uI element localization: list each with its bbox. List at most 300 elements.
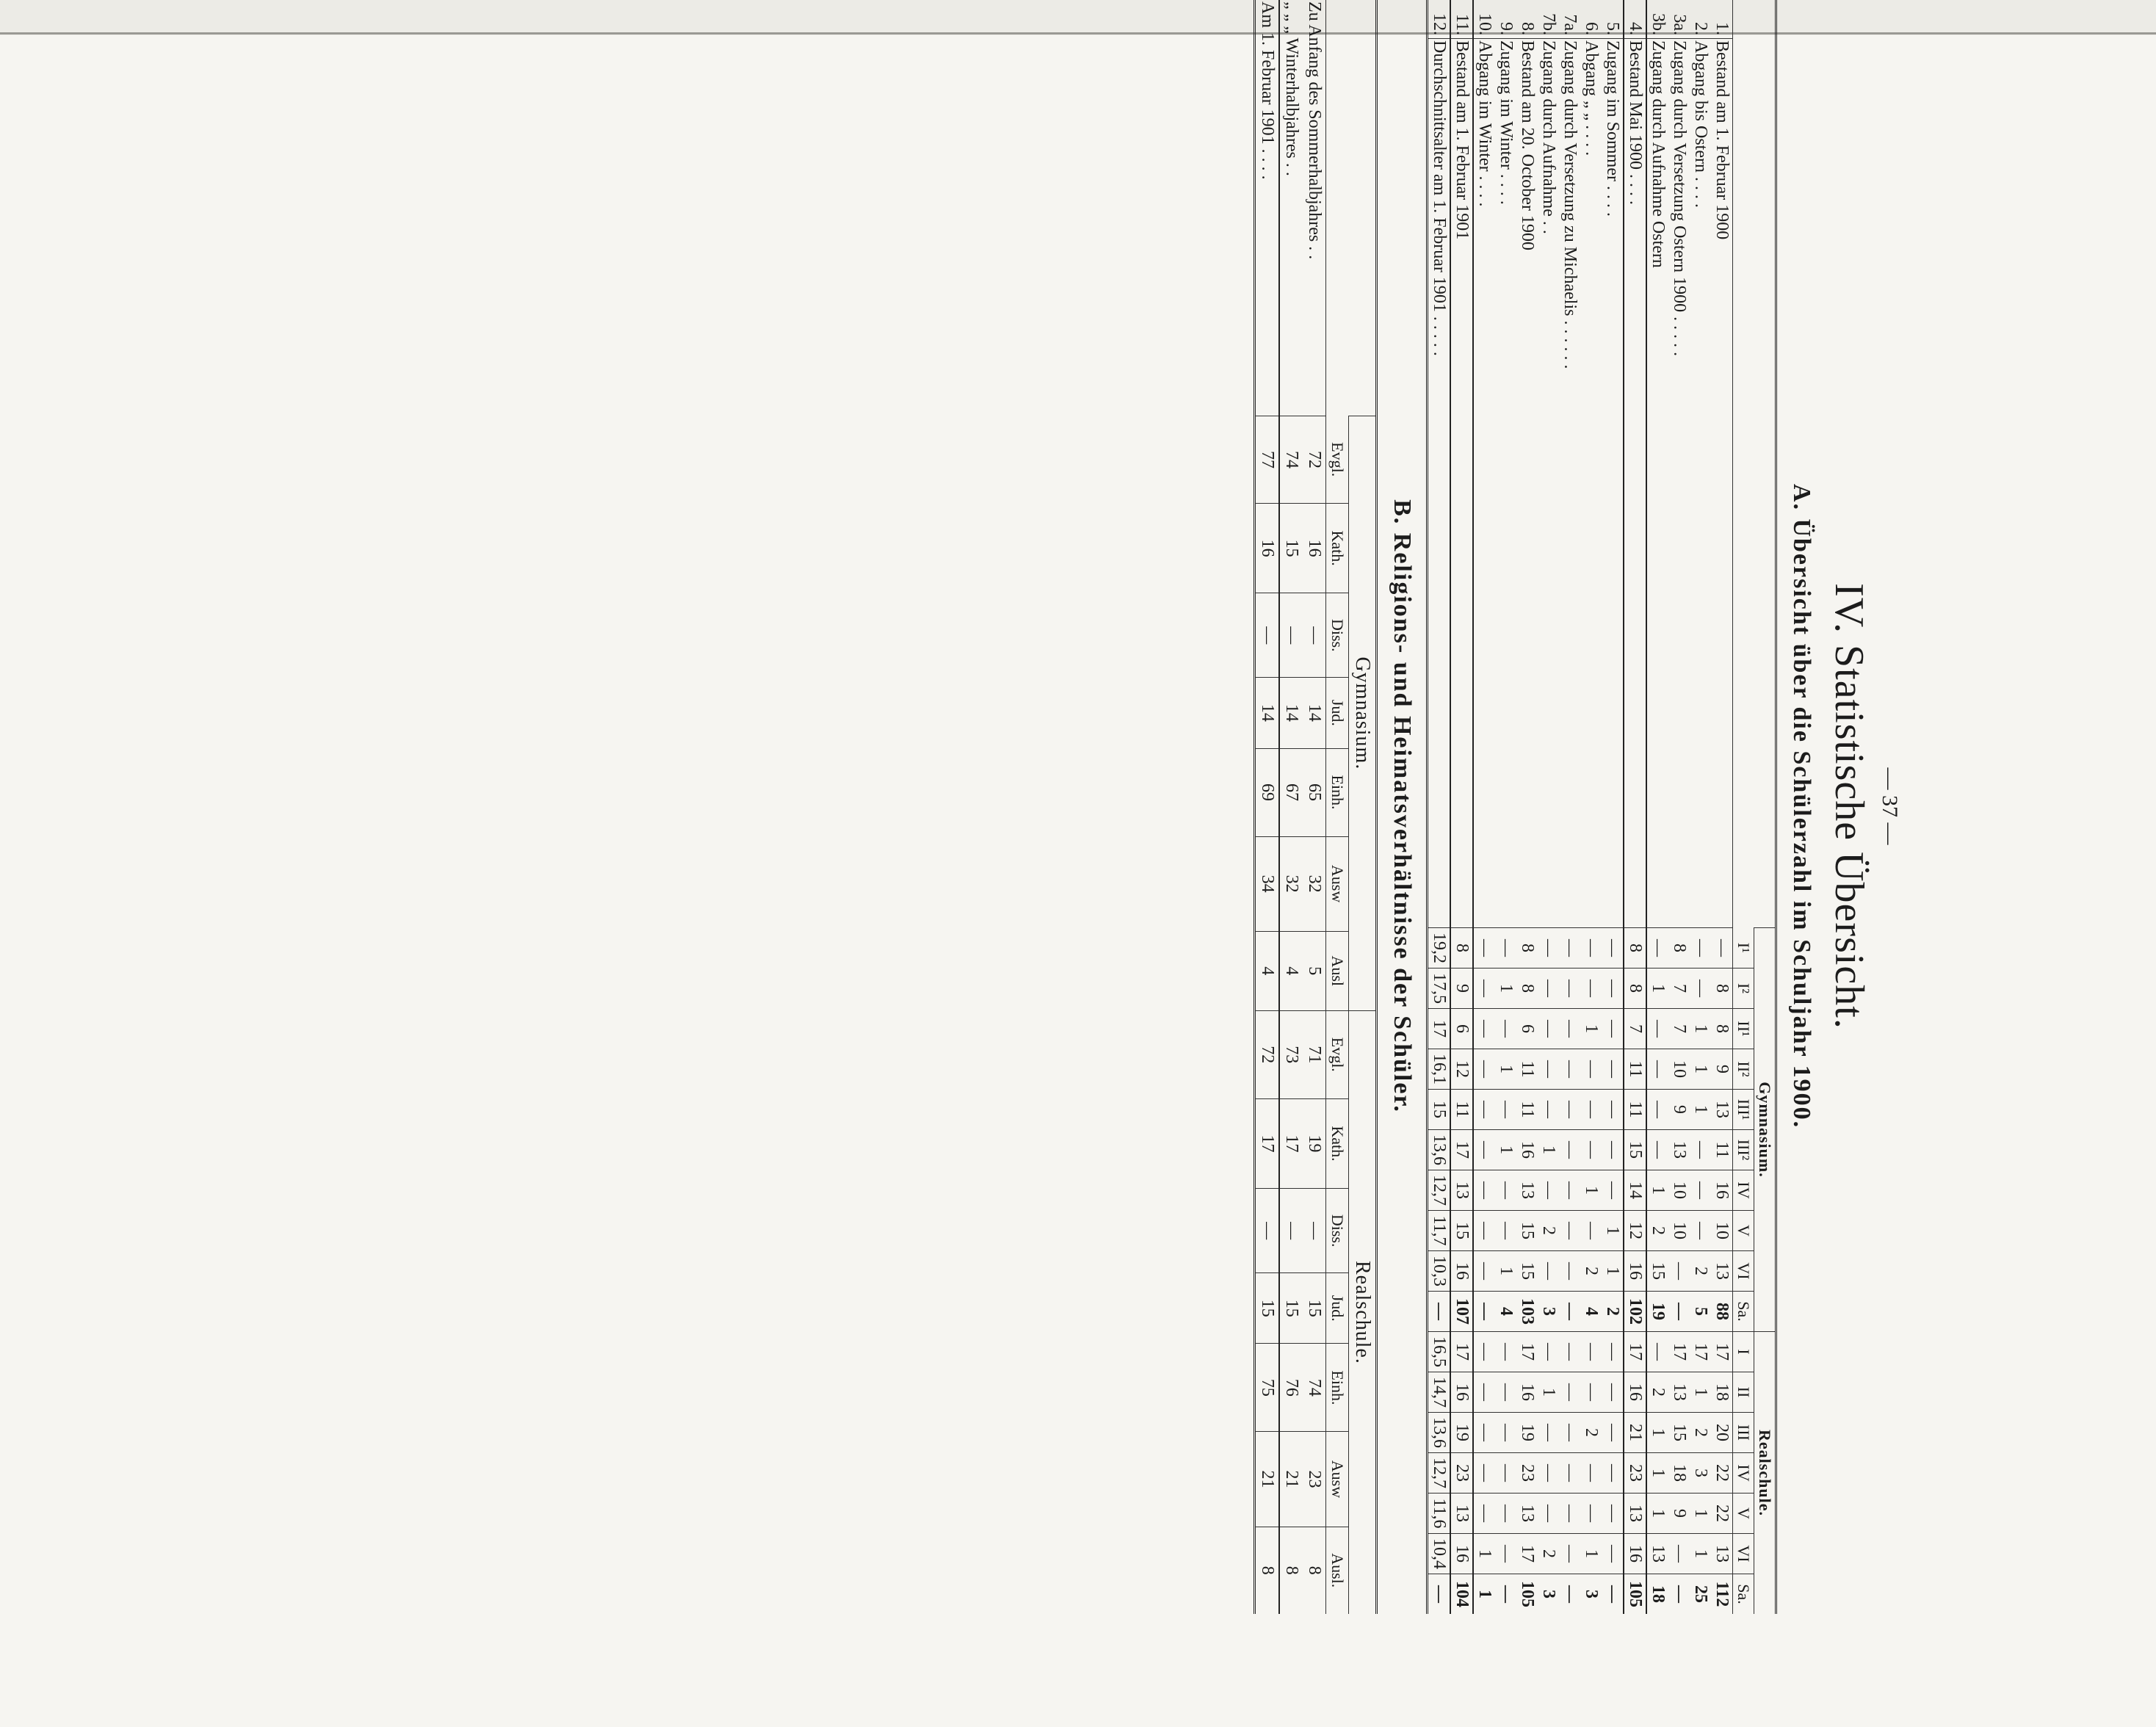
real-cell: 13 <box>1646 1534 1668 1574</box>
gym-cell: 16 <box>1711 1170 1733 1211</box>
real-cell: — <box>1580 1332 1602 1372</box>
table-row <box>1516 0 1538 1614</box>
gym-cell: 5 <box>1303 931 1326 1010</box>
real-cell: — <box>1473 1494 1495 1534</box>
real-cell: 23 <box>1303 1432 1326 1527</box>
row-label: Zugang durch Aufnahme Ostern <box>1646 39 1668 928</box>
real-cell: 1 <box>1646 1453 1668 1494</box>
gym-cell: 2 <box>1690 1251 1711 1292</box>
row-label: Abgang bis Ostern . . . . <box>1690 39 1711 928</box>
school-header-realschule: Realschule. <box>1349 1010 1377 1614</box>
gym-cell: — <box>1538 1090 1559 1130</box>
row-label: Zugang durch Versetzung Ostern 1900 . . . . . <box>1668 39 1690 928</box>
real-cell: — <box>1473 1453 1495 1494</box>
gym-cell: — <box>1559 1049 1580 1090</box>
real-cell: — <box>1495 1534 1516 1574</box>
real-cell: 15 <box>1255 1273 1280 1344</box>
real-cell: — <box>1538 1413 1559 1453</box>
gym-cell: 103 <box>1516 1292 1538 1332</box>
gym-cell: 15 <box>1624 1130 1646 1170</box>
page-title: IV. Statistische Übersicht. <box>1826 583 1872 1029</box>
row-label: Bestand am 1. Februar 1900 <box>1711 39 1733 928</box>
gym-cell: 13 <box>1516 1170 1538 1211</box>
gym-cell: 15 <box>1646 1251 1668 1292</box>
real-cell: 112 <box>1711 1574 1733 1615</box>
gym-column-header: III¹ <box>1733 1090 1754 1130</box>
real-cell: 15 <box>1279 1273 1303 1344</box>
real-cell: — <box>1495 1372 1516 1413</box>
gym-column-header: II¹ <box>1733 1009 1754 1049</box>
gym-cell: — <box>1646 928 1668 969</box>
real-cell: 2 <box>1690 1413 1711 1453</box>
gym-cell: 8 <box>1711 969 1733 1009</box>
real-column-header: V <box>1733 1494 1754 1534</box>
gym-cell: 16 <box>1624 1251 1646 1292</box>
gym-cell: 16 <box>1303 503 1326 593</box>
gym-column-header: V <box>1733 1211 1754 1251</box>
real-cell: — <box>1602 1574 1624 1615</box>
gym-column-header: II² <box>1733 1049 1754 1090</box>
gym-cell: — <box>1559 1009 1580 1049</box>
gym-cell: 1 <box>1646 1170 1668 1211</box>
real-cell: — <box>1668 1534 1690 1574</box>
religion-origin-table <box>1254 0 1378 1614</box>
real-category-header: Ausw <box>1326 1432 1349 1527</box>
gym-cell: — <box>1538 1049 1559 1090</box>
gym-cell: 15 <box>1450 1211 1473 1251</box>
gym-cell: 9 <box>1668 1090 1690 1130</box>
gym-cell: — <box>1559 1211 1580 1251</box>
gym-cell: — <box>1646 1130 1668 1170</box>
gym-cell: — <box>1495 928 1516 969</box>
row-number: 9. <box>1497 22 1516 35</box>
gym-cell: — <box>1690 969 1711 1009</box>
real-cell: — <box>1538 1494 1559 1534</box>
real-cell: — <box>1559 1453 1580 1494</box>
gym-cell: — <box>1255 593 1280 678</box>
gym-cell: 19 <box>1646 1292 1668 1332</box>
table-row <box>1303 0 1326 1614</box>
real-cell: 25 <box>1690 1574 1711 1615</box>
row-label: „ „ „ Winterhalbjahres . . <box>1282 1 1301 176</box>
row-number: 5. <box>1603 22 1622 35</box>
table-row <box>1538 0 1559 1614</box>
label-column-header <box>1326 0 1377 416</box>
table-row <box>1450 0 1473 1614</box>
gym-cell: 5 <box>1690 1292 1711 1332</box>
gym-cell: 1 <box>1690 1009 1711 1049</box>
gym-cell: 10 <box>1668 1211 1690 1251</box>
gym-cell: — <box>1559 1130 1580 1170</box>
gym-cell: 11 <box>1516 1090 1538 1130</box>
real-cell: 15 <box>1668 1413 1690 1453</box>
section-a-title: A. Übersicht über die Schülerzahl im Schuljahr 1900. <box>1788 483 1815 1129</box>
gym-cell: 8 <box>1450 928 1473 969</box>
gym-cell: — <box>1602 1170 1624 1211</box>
row-label: Bestand Mai 1900 . . . . <box>1624 39 1646 928</box>
table-row <box>1495 0 1516 1614</box>
real-cell: 21 <box>1279 1432 1303 1527</box>
gym-cell: 17,5 <box>1428 969 1451 1009</box>
real-cell: 1 <box>1473 1574 1495 1615</box>
real-cell: — <box>1580 1453 1602 1494</box>
real-cell: — <box>1580 1372 1602 1413</box>
row-number: 3a. <box>1670 14 1689 35</box>
gym-cell: 1 <box>1602 1251 1624 1292</box>
section-b-title: B. Religions- und Heimatsverhältnisse der Schüler. <box>1389 499 1416 1113</box>
real-cell: 75 <box>1255 1344 1280 1432</box>
gym-cell: 16 <box>1255 503 1280 593</box>
real-cell: 16 <box>1624 1534 1646 1574</box>
gym-cell: 72 <box>1303 416 1326 504</box>
gym-cell: 8 <box>1516 969 1538 1009</box>
gym-cell: 77 <box>1255 416 1280 504</box>
gym-cell: — <box>1495 1170 1516 1211</box>
gym-column-header: I¹ <box>1733 928 1754 969</box>
gym-column-header: Sa. <box>1733 1292 1754 1332</box>
real-cell: 19 <box>1303 1098 1326 1189</box>
gym-cell: — <box>1559 1090 1580 1130</box>
real-cell: 2 <box>1538 1534 1559 1574</box>
gym-cell: 32 <box>1279 836 1303 931</box>
gym-cell: 8 <box>1516 928 1538 969</box>
gym-cell: 11 <box>1624 1090 1646 1130</box>
real-cell: 11,6 <box>1428 1494 1451 1534</box>
gym-category-header: Evgl. <box>1326 416 1349 504</box>
real-cell: 2 <box>1580 1413 1602 1453</box>
real-cell: — <box>1495 1453 1516 1494</box>
real-cell: 16 <box>1516 1372 1538 1413</box>
gym-category-header: Jud. <box>1326 678 1349 748</box>
real-cell: — <box>1602 1413 1624 1453</box>
gym-cell: 3 <box>1538 1292 1559 1332</box>
real-cell: 1 <box>1473 1534 1495 1574</box>
gym-cell: 4 <box>1255 931 1280 1010</box>
gym-cell: — <box>1580 928 1602 969</box>
gym-cell: 1 <box>1580 1009 1602 1049</box>
gym-cell: 13,6 <box>1428 1130 1451 1170</box>
row-label: Bestand am 1. Februar 1901 <box>1450 39 1473 928</box>
table-row <box>1279 0 1303 1614</box>
table-row <box>1428 0 1451 1614</box>
gym-cell: — <box>1559 1251 1580 1292</box>
real-cell: 23 <box>1516 1453 1538 1494</box>
gym-cell: — <box>1690 928 1711 969</box>
real-cell: 1 <box>1646 1413 1668 1453</box>
gym-cell: — <box>1602 928 1624 969</box>
real-cell: 23 <box>1450 1453 1473 1494</box>
real-cell: 16 <box>1450 1372 1473 1413</box>
gym-column-header: VI <box>1733 1251 1754 1292</box>
gym-cell: 13 <box>1450 1170 1473 1211</box>
row-label: Zu Anfang des Sommerhalbjahres . . <box>1305 1 1324 260</box>
real-cell: 1 <box>1580 1534 1602 1574</box>
gym-cell: — <box>1495 1211 1516 1251</box>
real-cell: — <box>1559 1494 1580 1534</box>
real-column-header: VI <box>1733 1534 1754 1574</box>
gym-cell: — <box>1473 1170 1495 1211</box>
gym-column-header: I² <box>1733 969 1754 1009</box>
gym-cell: — <box>1428 1292 1451 1332</box>
gym-cell: 8 <box>1624 928 1646 969</box>
gym-cell: 1 <box>1538 1130 1559 1170</box>
real-cell: 19 <box>1516 1413 1538 1453</box>
gym-cell: 14 <box>1624 1170 1646 1211</box>
gym-cell: — <box>1538 1251 1559 1292</box>
table-row <box>1711 0 1733 1614</box>
gym-cell: — <box>1538 969 1559 1009</box>
real-cell: — <box>1538 1453 1559 1494</box>
gym-cell: — <box>1580 1130 1602 1170</box>
gym-cell: 11,7 <box>1428 1211 1451 1251</box>
real-cell: 71 <box>1303 1010 1326 1098</box>
gym-cell: 1 <box>1495 1049 1516 1090</box>
gym-cell: — <box>1538 928 1559 969</box>
gym-cell: — <box>1559 1292 1580 1332</box>
gym-cell: — <box>1711 928 1733 969</box>
row-number: 8. <box>1518 22 1537 35</box>
gym-category-header: Einh. <box>1326 748 1349 836</box>
gym-cell: 2 <box>1538 1211 1559 1251</box>
row-number: 1. <box>1712 22 1732 35</box>
gym-cell: 6 <box>1450 1009 1473 1049</box>
real-column-header: IV <box>1733 1453 1754 1494</box>
real-cell: — <box>1559 1372 1580 1413</box>
gym-cell: 7 <box>1668 1009 1690 1049</box>
table-row <box>1602 0 1624 1614</box>
row-label: Am 1. Februar 1901 . . . . <box>1255 0 1280 416</box>
gym-cell: 4 <box>1279 931 1303 1010</box>
row-label: Zugang im Sommer . . . . <box>1602 39 1624 928</box>
real-cell: 15 <box>1303 1273 1326 1344</box>
real-cell: 9 <box>1668 1494 1690 1534</box>
real-cell: — <box>1495 1574 1516 1615</box>
gym-cell: — <box>1473 928 1495 969</box>
real-cell: — <box>1473 1332 1495 1372</box>
gym-cell: 8 <box>1668 928 1690 969</box>
gym-cell: — <box>1602 969 1624 1009</box>
gym-cell: 1 <box>1495 969 1516 1009</box>
gym-cell: 13 <box>1711 1090 1733 1130</box>
real-cell: 13 <box>1516 1494 1538 1534</box>
gym-cell: 12 <box>1624 1211 1646 1251</box>
gym-cell: — <box>1473 1211 1495 1251</box>
row-number: 2. <box>1691 22 1710 35</box>
real-cell: — <box>1495 1332 1516 1372</box>
row-label: Zugang im Winter . . . . <box>1495 39 1516 928</box>
gym-cell: 10 <box>1711 1211 1733 1251</box>
gym-cell: — <box>1602 1009 1624 1049</box>
gym-cell: 19,2 <box>1428 928 1451 969</box>
gym-category-header: Ausw <box>1326 836 1349 931</box>
gym-cell: — <box>1580 1049 1602 1090</box>
real-cell: 16,5 <box>1428 1332 1451 1372</box>
gym-cell: 7 <box>1668 969 1690 1009</box>
gym-cell: — <box>1646 1009 1668 1049</box>
real-cell: 22 <box>1711 1453 1733 1494</box>
real-cell: — <box>1473 1413 1495 1453</box>
gym-cell: 8 <box>1711 1009 1733 1049</box>
real-cell: 1 <box>1646 1494 1668 1534</box>
real-cell: — <box>1473 1372 1495 1413</box>
real-column-header: I <box>1733 1332 1754 1372</box>
row-number: 6. <box>1582 22 1601 35</box>
gym-cell: — <box>1538 1170 1559 1211</box>
gym-cell: — <box>1646 1049 1668 1090</box>
real-cell: 17 <box>1279 1098 1303 1189</box>
real-cell: — <box>1559 1574 1580 1615</box>
gym-category-header: Ausl <box>1326 931 1349 1010</box>
gym-cell: 9 <box>1450 969 1473 1009</box>
gym-cell: — <box>1473 1130 1495 1170</box>
real-cell: — <box>1495 1413 1516 1453</box>
gym-cell: — <box>1473 1251 1495 1292</box>
real-cell: 17 <box>1668 1332 1690 1372</box>
gym-cell: 16 <box>1450 1251 1473 1292</box>
gym-cell: — <box>1580 969 1602 1009</box>
real-cell: — <box>1602 1332 1624 1372</box>
group-header-gymnasium: Gymnasium. <box>1754 928 1776 1332</box>
gym-cell: 1 <box>1690 1049 1711 1090</box>
real-cell: 13 <box>1711 1534 1733 1574</box>
real-cell: 17 <box>1690 1332 1711 1372</box>
gym-cell: 10 <box>1668 1170 1690 1211</box>
real-category-header: Evgl. <box>1326 1010 1349 1098</box>
real-category-header: Jud. <box>1326 1273 1349 1344</box>
real-cell: — <box>1255 1189 1280 1273</box>
real-cell: — <box>1668 1574 1690 1615</box>
gym-cell: 107 <box>1450 1292 1473 1332</box>
real-cell: 1 <box>1538 1372 1559 1413</box>
gym-column-header: IV <box>1733 1170 1754 1211</box>
gym-cell: — <box>1646 1090 1668 1130</box>
table-row <box>1559 0 1580 1614</box>
gym-cell: 15 <box>1428 1090 1451 1130</box>
gym-cell: 12 <box>1450 1049 1473 1090</box>
real-cell: 18 <box>1668 1453 1690 1494</box>
gym-cell: 15 <box>1516 1251 1538 1292</box>
label-column-header <box>1733 0 1776 928</box>
page-number: — 37 — <box>1878 767 1902 845</box>
school-header-gymnasium: Gymnasium. <box>1349 416 1377 1011</box>
row-number: 10. <box>1475 13 1494 35</box>
real-cell: 13 <box>1668 1372 1690 1413</box>
gym-cell: 34 <box>1255 836 1280 931</box>
real-cell: 22 <box>1711 1494 1733 1534</box>
gym-cell: — <box>1690 1211 1711 1251</box>
gym-cell: 1 <box>1495 1130 1516 1170</box>
gym-cell: 11 <box>1516 1049 1538 1090</box>
gym-cell: 14 <box>1279 678 1303 748</box>
real-cell: 8 <box>1303 1527 1326 1614</box>
real-cell: — <box>1495 1494 1516 1534</box>
table-row <box>1580 0 1602 1614</box>
gym-cell: — <box>1559 928 1580 969</box>
real-cell: 13 <box>1450 1494 1473 1534</box>
gym-cell: — <box>1668 1292 1690 1332</box>
row-number: 11. <box>1450 0 1473 39</box>
table-row <box>1255 0 1280 1614</box>
gym-cell: 32 <box>1303 836 1326 931</box>
real-cell: 1 <box>1690 1494 1711 1534</box>
real-category-header: Diss. <box>1326 1189 1349 1273</box>
gym-cell: 10 <box>1668 1049 1690 1090</box>
gym-cell: — <box>1602 1049 1624 1090</box>
gym-cell: 1 <box>1690 1090 1711 1130</box>
real-cell: — <box>1279 1189 1303 1273</box>
real-cell: — <box>1559 1413 1580 1453</box>
row-label: Abgang „ „ . . . . <box>1580 39 1602 928</box>
real-cell: 17 <box>1255 1098 1280 1189</box>
real-column-header: II <box>1733 1372 1754 1413</box>
gym-cell: 13 <box>1668 1130 1690 1170</box>
row-label: Bestand am 20. October 1900 <box>1516 39 1538 928</box>
real-cell: 17 <box>1450 1332 1473 1372</box>
real-cell: — <box>1580 1494 1602 1534</box>
row-number: 12. <box>1428 0 1451 39</box>
gym-cell: 4 <box>1580 1292 1602 1332</box>
real-cell: 16 <box>1450 1534 1473 1574</box>
table-row <box>1624 0 1646 1614</box>
row-number: 3b. <box>1649 13 1668 35</box>
gym-cell: — <box>1580 1211 1602 1251</box>
row-label: Abgang im Winter . . . . <box>1473 39 1495 928</box>
real-cell: — <box>1602 1534 1624 1574</box>
gym-cell: — <box>1473 1090 1495 1130</box>
gym-cell: — <box>1495 1009 1516 1049</box>
row-number: 7b. <box>1539 13 1558 35</box>
real-category-header: Kath. <box>1326 1098 1349 1189</box>
gym-cell: — <box>1473 969 1495 1009</box>
gym-cell: — <box>1559 1170 1580 1211</box>
real-column-header: Sa. <box>1733 1574 1754 1615</box>
real-cell: 23 <box>1624 1453 1646 1494</box>
real-category-header: Einh. <box>1326 1344 1349 1432</box>
gym-cell: — <box>1580 1090 1602 1130</box>
real-cell: 18 <box>1711 1372 1733 1413</box>
real-cell: 105 <box>1516 1574 1538 1615</box>
real-cell: 18 <box>1646 1574 1668 1615</box>
real-cell: 73 <box>1279 1010 1303 1098</box>
real-cell: 3 <box>1538 1574 1559 1615</box>
real-cell: 1 <box>1690 1534 1711 1574</box>
real-cell: 20 <box>1711 1413 1733 1453</box>
gym-cell: — <box>1303 593 1326 678</box>
gym-cell: — <box>1473 1049 1495 1090</box>
gym-cell: 11 <box>1711 1130 1733 1170</box>
table-row <box>1473 0 1495 1614</box>
gym-cell: 69 <box>1255 748 1280 836</box>
row-label: Zugang durch Versetzung zu Michaelis . . . . . . <box>1559 39 1580 928</box>
gym-cell: 12,7 <box>1428 1170 1451 1211</box>
real-cell: 105 <box>1624 1574 1646 1615</box>
real-cell: 3 <box>1580 1574 1602 1615</box>
real-cell: 13 <box>1624 1494 1646 1534</box>
gym-cell: 16 <box>1516 1130 1538 1170</box>
real-cell: 72 <box>1255 1010 1280 1098</box>
gym-cell: 1 <box>1580 1170 1602 1211</box>
gym-cell: 9 <box>1711 1049 1733 1090</box>
gym-cell: — <box>1279 593 1303 678</box>
real-cell: — <box>1428 1574 1451 1615</box>
gym-cell: — <box>1690 1130 1711 1170</box>
rotated-page-content <box>565 0 1902 1614</box>
real-cell: 8 <box>1255 1527 1280 1614</box>
real-cell: 10,4 <box>1428 1534 1451 1574</box>
gym-cell: 1 <box>1602 1211 1624 1251</box>
real-cell: 19 <box>1450 1413 1473 1453</box>
gym-cell: — <box>1668 1251 1690 1292</box>
